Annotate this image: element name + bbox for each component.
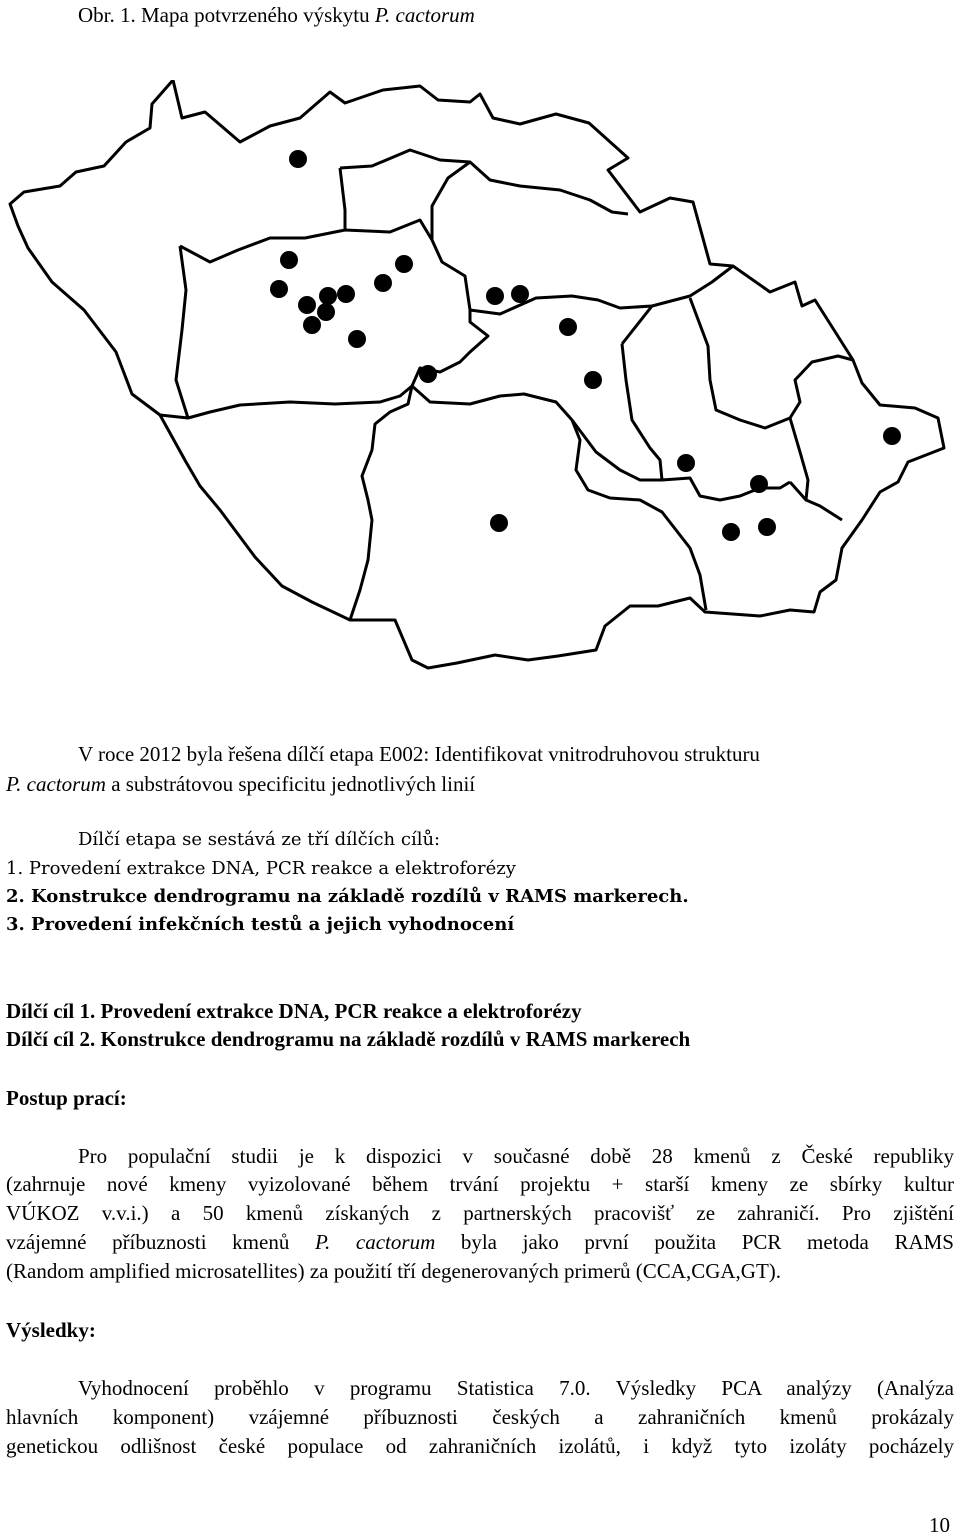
results-line-2: hlavních komponent) vzájemné příbuznosti českých a zahraničních kmenů prokázaly <box>6 1405 954 1429</box>
occurrence-point <box>511 285 529 303</box>
intro-line-2-text: a substrátovou specificitu jednotlivých linií <box>105 772 476 796</box>
occurrence-point <box>750 475 768 493</box>
subgoal-2: Dílčí cíl 2. Konstrukce dendrogramu na základě rozdílů v RAMS markerech <box>6 1027 691 1051</box>
methods-line-4-end: byla jako první použita PCR metoda RAMS <box>435 1230 954 1254</box>
occurrence-point <box>584 371 602 389</box>
occurrence-point <box>419 365 437 383</box>
occurrence-point <box>486 287 504 305</box>
intro-line-2 <box>6 771 475 797</box>
region-border <box>160 246 188 418</box>
region-border <box>412 386 706 610</box>
goal-item-2: 2. Konstrukce dendrogramu na základě rozdílů v RAMS markerech. <box>6 886 689 907</box>
occurrence-point <box>298 296 316 314</box>
region-border <box>188 386 412 418</box>
occurrence-point <box>337 285 355 303</box>
occurrence-point <box>883 427 901 445</box>
intro-species: P. cactorum <box>6 772 106 796</box>
occurrence-point <box>559 318 577 336</box>
occurrence-point <box>319 287 337 305</box>
goal-item-3: 3. Provedení infekčních testů a jejich vyhodnocení <box>6 914 515 935</box>
region-border <box>622 306 652 344</box>
page-number: 10 <box>929 1513 950 1537</box>
goals-heading: Dílčí etapa se sestává ze tří dílčích cílů: <box>78 829 441 850</box>
results-line-1: Vyhodnocení proběhlo v programu Statistica 7.0. Výsledky PCA analýzy (Analýza <box>78 1376 954 1400</box>
occurrence-point <box>270 280 288 298</box>
methods-line-1: Pro populační studii je k dispozici v současné době 28 kmenů z České republiky <box>78 1144 954 1168</box>
occurrence-point <box>289 150 307 168</box>
region-border <box>572 420 662 480</box>
region-border <box>806 500 842 520</box>
caption-text: Obr. 1. Mapa potvrzeného výskytu <box>78 3 375 27</box>
occurrence-point <box>374 274 392 292</box>
occurrence-point <box>303 316 321 334</box>
czech-regions-map <box>0 80 960 680</box>
results-heading: Výsledky: <box>6 1318 96 1342</box>
results-line-3: genetickou odlišnost české populace od zahraničních izolátů, i když tyto izoláty pocházely <box>6 1434 954 1458</box>
methods-line-4-start: vzájemné příbuznosti kmenů <box>6 1230 315 1254</box>
region-border <box>622 344 662 480</box>
region-border <box>432 162 470 240</box>
region-border <box>662 478 790 500</box>
occurrence-point <box>490 514 508 532</box>
methods-line-5: (Random amplified microsatellites) za použití tří degenerovaných primerů (CCA,CGA,GT). <box>6 1259 782 1283</box>
region-border <box>340 150 628 214</box>
methods-line-2: (zahrnuje nové kmeny vyizolované během trvání projektu + starší kmeny ze sbírky kultur <box>6 1172 954 1196</box>
methods-species: P. cactorum <box>314 1230 436 1254</box>
occurrence-point <box>758 518 776 536</box>
region-border <box>340 168 345 230</box>
occurrence-point <box>395 255 413 273</box>
occurrence-point <box>317 303 335 321</box>
occurrence-point <box>722 523 740 541</box>
region-border <box>690 298 853 428</box>
subgoal-1: Dílčí cíl 1. Provedení extrakce DNA, PCR reakce a elektroforézy <box>6 999 582 1023</box>
occurrence-point <box>348 330 366 348</box>
figure-caption <box>78 2 475 28</box>
occurrence-point <box>280 251 298 269</box>
caption-species: P. cactorum <box>374 3 475 27</box>
goal-item-1: 1. Provedení extrakce DNA, PCR reakce a elektroforézy <box>6 858 516 879</box>
methods-line-4 <box>6 1229 954 1255</box>
region-border <box>350 310 488 620</box>
methods-heading: Postup prací: <box>6 1086 127 1110</box>
region-border <box>790 418 808 500</box>
intro-line-1: V roce 2012 byla řešena dílčí etapa E002: Identifikovat vnitrodruhovou strukturu <box>78 742 760 766</box>
methods-line-3: VÚKOZ v.v.i.) a 50 kmenů získaných z partnerských pracovišť ze zahraničí. Pro zjištění <box>6 1201 954 1225</box>
occurrence-point <box>677 454 695 472</box>
